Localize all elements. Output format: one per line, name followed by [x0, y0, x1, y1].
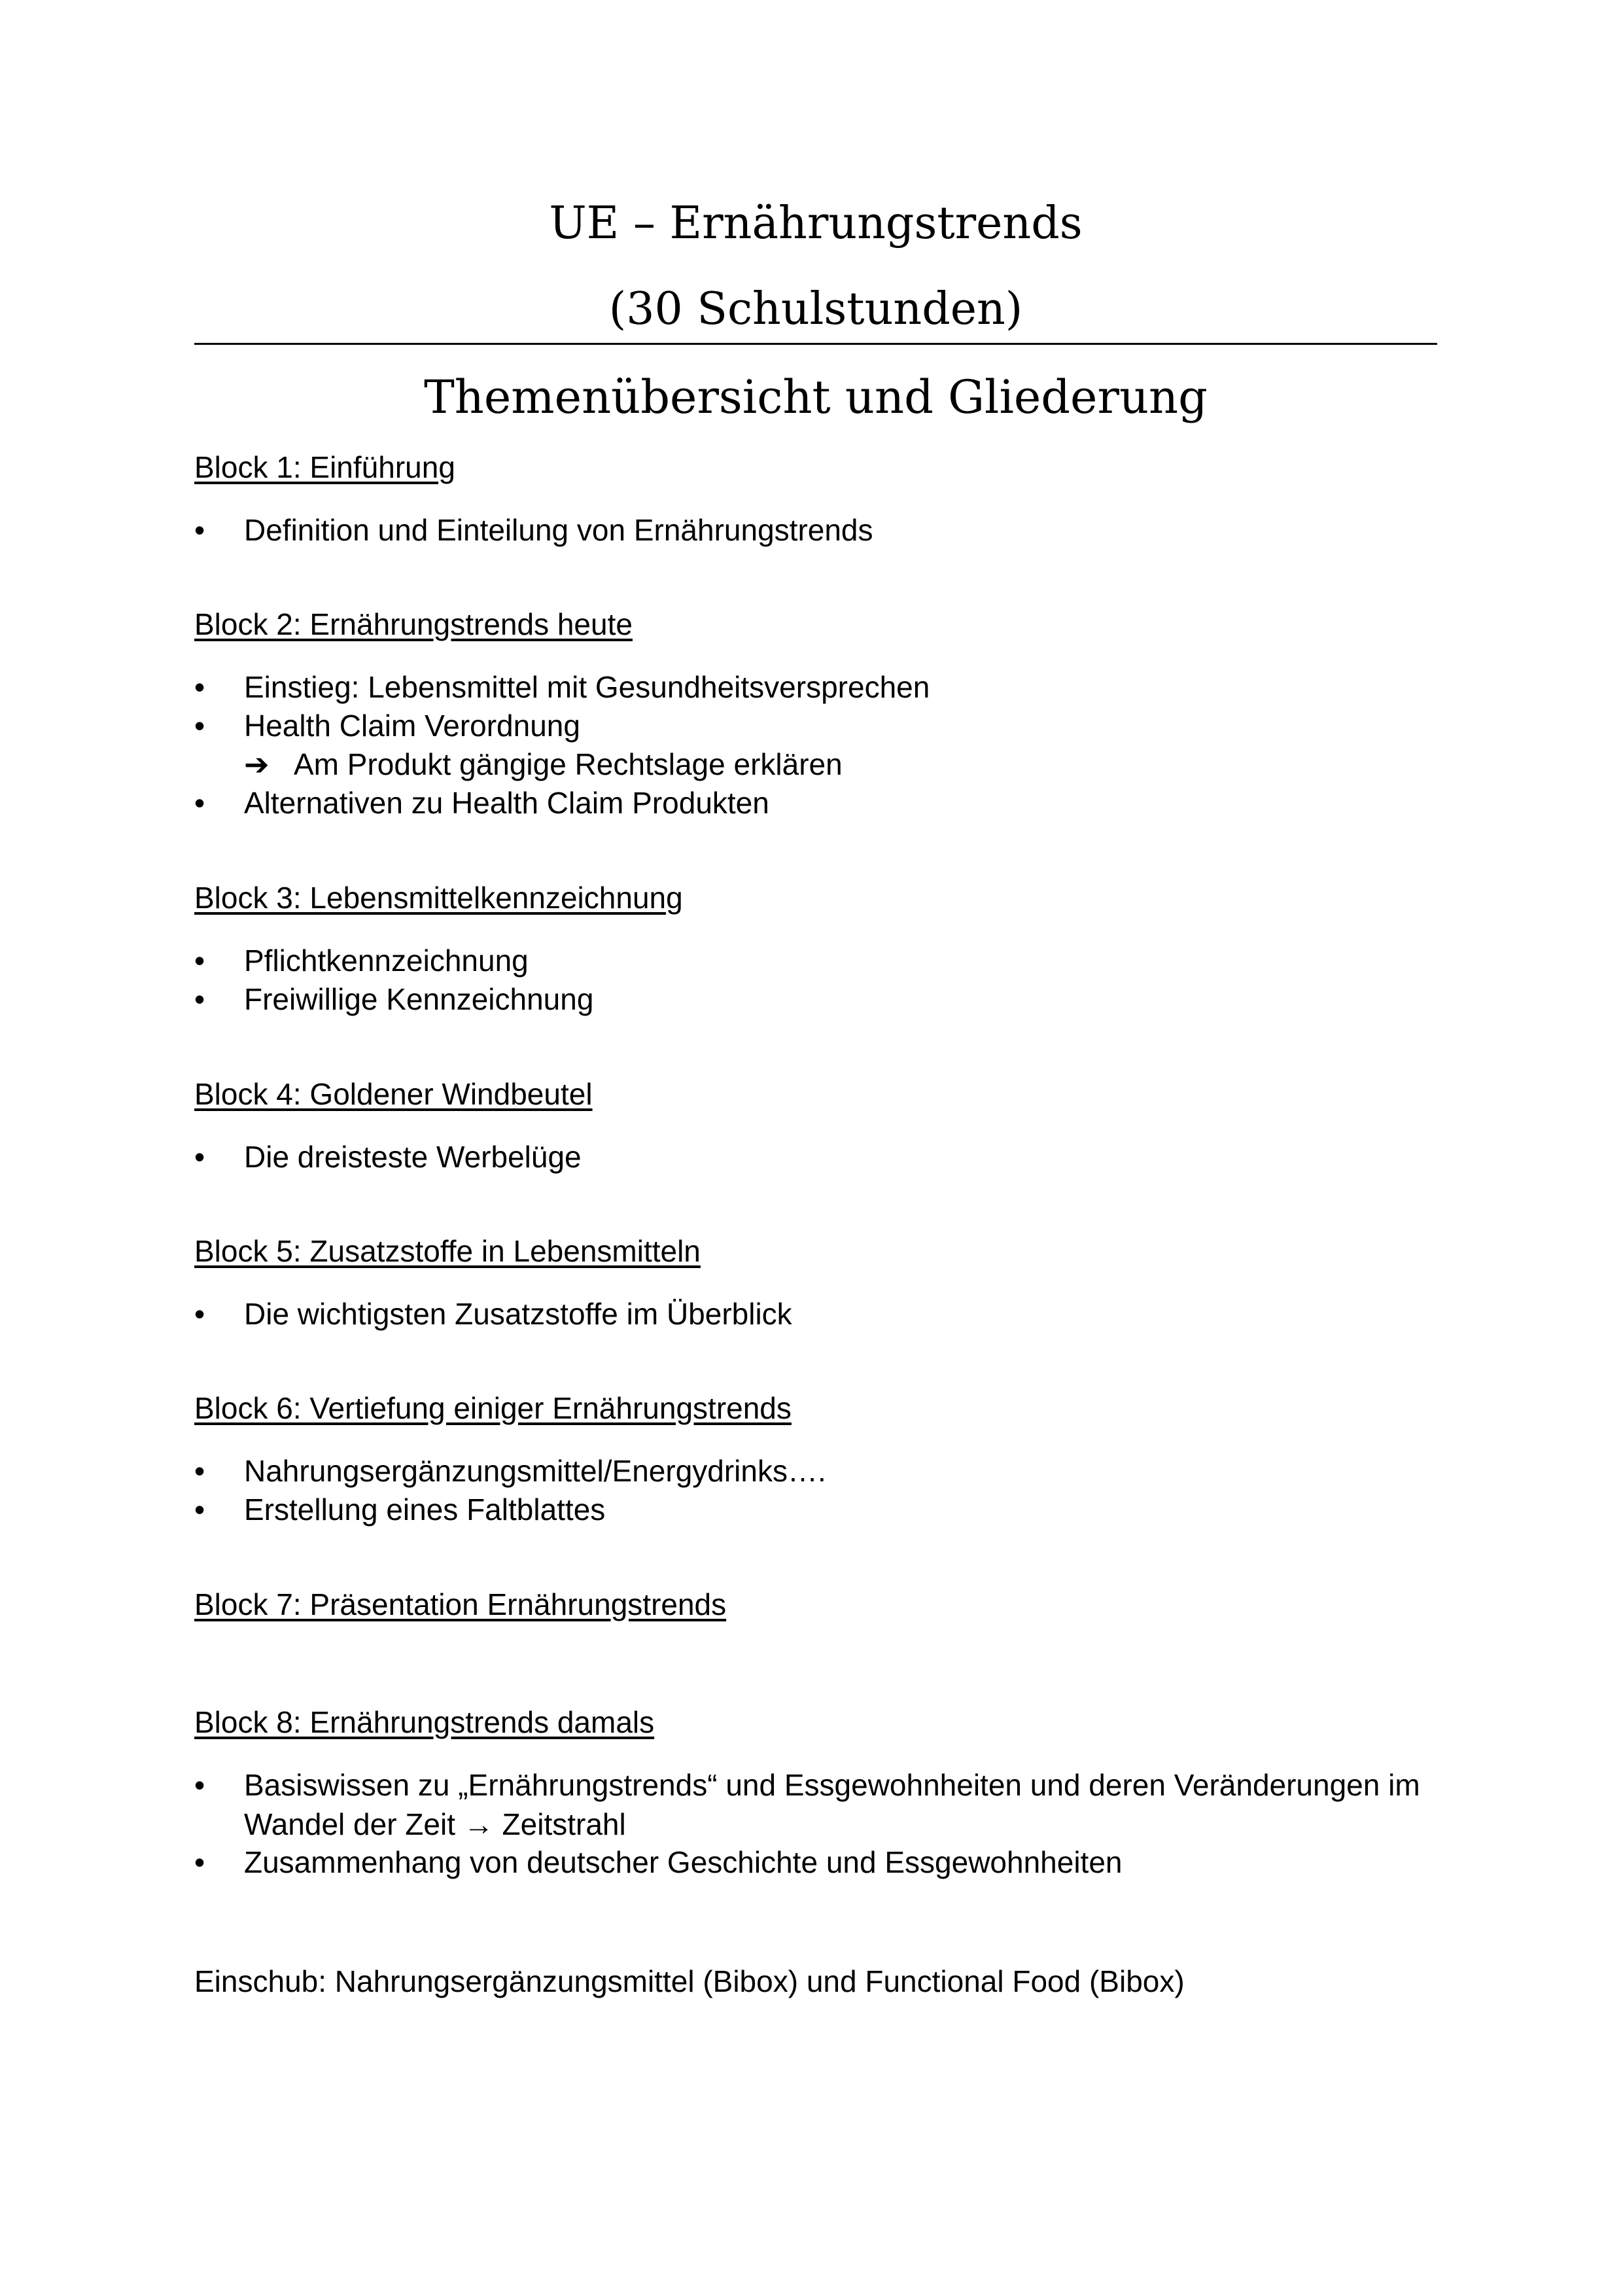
- bullet-icon: •: [194, 709, 205, 743]
- block-6-heading: Block 6: Vertiefung einiger Ernährungstrends: [194, 1391, 792, 1425]
- title-divider: [194, 343, 1437, 345]
- document-title-hours: (30 Schulstunden): [608, 283, 1023, 335]
- list-item-text: Die dreisteste Werbelüge: [244, 1140, 582, 1174]
- list-item-text: Basiswissen zu „Ernährungstrends“ und Essgewohnheiten und deren Veränderungen im Wandel der Zeit → Zeitstrahl: [244, 1768, 1420, 1841]
- block-8-heading: Block 8: Ernährungstrends damals: [194, 1705, 655, 1739]
- list-item-text: Die wichtigsten Zusatzstoffe im Überblick: [244, 1297, 792, 1331]
- list-item-text: Alternativen zu Health Claim Produkten: [244, 786, 769, 820]
- block-3-heading: Block 3: Lebensmittelkennzeichnung: [194, 881, 683, 915]
- bullet-icon: •: [194, 1454, 205, 1488]
- list-item-text: Freiwillige Kennzeichnung: [244, 982, 594, 1016]
- insertion-note: Einschub: Nahrungsergänzungsmittel (Bibox) und Functional Food (Bibox): [194, 1964, 1185, 1998]
- block-4-heading: Block 4: Goldener Windbeutel: [194, 1077, 593, 1111]
- block-2-heading: Block 2: Ernährungstrends heute: [194, 607, 633, 641]
- bullet-icon: •: [194, 1140, 205, 1174]
- arrow-right-icon: ➔: [244, 747, 270, 781]
- bullet-icon: •: [194, 944, 205, 978]
- document-subtitle: Themenübersicht und Gliederung: [424, 370, 1208, 424]
- bullet-icon: •: [194, 982, 205, 1016]
- bullet-icon: •: [194, 1297, 205, 1331]
- block-7-heading: Block 7: Präsentation Ernährungstrends: [194, 1587, 727, 1621]
- list-item-text: Einstieg: Lebensmittel mit Gesundheitsversprechen: [244, 670, 930, 704]
- document-title: UE – Ernährungstrends: [549, 198, 1083, 249]
- list-item-text: Health Claim Verordnung: [244, 709, 580, 743]
- bullet-icon: •: [194, 670, 205, 704]
- block-5-heading: Block 5: Zusatzstoffe in Lebensmitteln: [194, 1234, 701, 1268]
- list-item-text: Pflichtkennzeichnung: [244, 944, 529, 978]
- bullet-icon: •: [194, 1768, 205, 1802]
- bullet-icon: •: [194, 1492, 205, 1527]
- list-item-text: Erstellung eines Faltblattes: [244, 1492, 606, 1527]
- bullet-icon: •: [194, 513, 205, 547]
- block-1-heading: Block 1: Einführung: [194, 450, 455, 484]
- list-item-text: Definition und Einteilung von Ernährungstrends: [244, 513, 873, 547]
- sub-list-item: [244, 745, 843, 784]
- list-item-text: Nahrungsergänzungsmittel/Energydrinks….: [244, 1454, 826, 1488]
- list-item-text: Zusammenhang von deutscher Geschichte und Essgewohnheiten: [244, 1845, 1123, 1879]
- bullet-icon: •: [194, 1845, 205, 1879]
- sub-list-item-text: Am Produkt gängige Rechtslage erklären: [294, 747, 843, 781]
- bullet-icon: •: [194, 786, 205, 820]
